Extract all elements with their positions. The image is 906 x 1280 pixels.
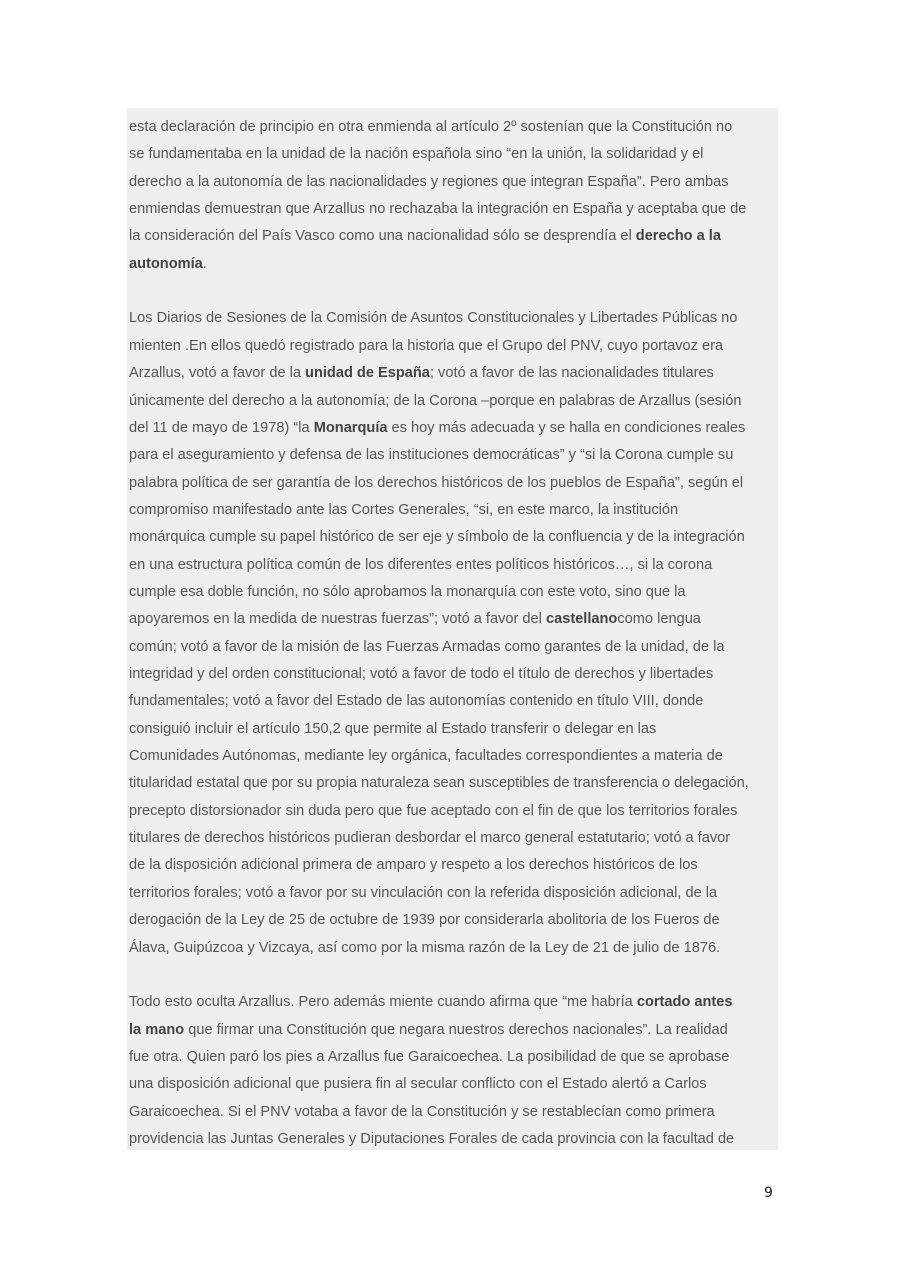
text-run: de la disposición adicional primera de amparo y respeto a los derechos históricos de los (129, 857, 698, 874)
text-line (129, 524, 789, 551)
bold-text: autonomía (129, 255, 203, 272)
blank-line (129, 278, 789, 305)
text-run: una disposición adicional que pusiera fin al secular conflicto con el Estado alertó a Carlos (129, 1076, 707, 1093)
text-line (129, 114, 789, 141)
text-run: fundamentales; votó a favor del Estado de las autonomías contenido en título VIII, donde (129, 693, 704, 710)
text-line (129, 196, 789, 223)
text-run: integridad y del orden constitucional; votó a favor de todo el título de derechos y libertades (129, 666, 714, 682)
text-line (129, 1071, 789, 1098)
bold-text: derecho a la (635, 228, 721, 245)
text-line (129, 169, 789, 196)
text-run: territorios forales; votó a favor por su vinculación con la referida disposición adicional, de la (129, 884, 718, 901)
text-run: del 11 de mayo de 1978) “la (129, 419, 314, 436)
text-run: esta declaración de principio en otra enmienda al artículo 2º sostenían que la Constitución no (129, 119, 733, 135)
text-line (129, 223, 789, 250)
text-line (129, 907, 789, 934)
bold-text: unidad de España (305, 365, 430, 382)
text-line (129, 305, 789, 332)
text-line (129, 415, 789, 442)
text-run: que firmar una Constitución que negara nuestros derechos nacionales”. La realidad (184, 1021, 728, 1038)
blank-line (129, 962, 789, 989)
text-run: palabra política de ser garantía de los derechos históricos de los pueblos de España”, según el (129, 474, 744, 491)
text-run: es hoy más adecuada y se halla en condiciones reales (387, 419, 746, 436)
text-run: apoyaremos en la medida de nuestras fuerzas”; votó a favor del (129, 611, 546, 628)
text-run: titularidad estatal que por su propia naturaleza sean susceptibles de transferencia o delegación, (129, 775, 749, 792)
text-line (129, 1099, 789, 1126)
bold-text: cortado antes (636, 994, 733, 1011)
text-line (129, 388, 789, 415)
text-run: la consideración del País Vasco como una nacionalidad sólo se desprendía el (129, 228, 636, 245)
text-run: se fundamentaba en la unidad de la nación española sino “en la unión, la solidaridad y el (129, 146, 704, 163)
text-body (127, 108, 778, 1150)
text-run: Álava, Guipúzcoa y Vizcaya, así como por la misma razón de la Ley de 21 de julio de 1876. (129, 939, 721, 956)
bold-text: la mano (129, 1021, 185, 1038)
text-line (129, 606, 789, 633)
text-run: consiguió incluir el artículo 150,2 que permite al Estado transferir o delegar en las (129, 720, 657, 737)
text-run: ; votó a favor de las nacionalidades titulares (429, 365, 714, 382)
text-line (129, 360, 789, 387)
text-run: derecho a la autonomía de las nacionalidades y regiones que integran España”. Pero ambas (129, 173, 729, 190)
page-number: 9 (764, 1185, 773, 1201)
text-run: en una estructura política común de los diferentes entes políticos históricos…, si la corona (129, 556, 713, 573)
text-line (129, 552, 789, 579)
text-line (129, 579, 789, 606)
text-line (129, 989, 789, 1016)
text-run: Garaicoechea. Si el PNV votaba a favor de la Constitución y se restablecían como primera (129, 1103, 715, 1120)
text-run: Arzallus, votó a favor de la (129, 365, 306, 382)
text-line (129, 470, 789, 497)
text-line (129, 716, 789, 743)
text-line (129, 852, 789, 879)
text-run: mienten .En ellos quedó registrado para la historia que el Grupo del PNV, cuyo portavoz era (129, 337, 724, 354)
text-line (129, 1017, 789, 1044)
text-run: compromiso manifestado ante las Cortes Generales, “si, en este marco, la institución (129, 501, 679, 518)
bold-text: Monarquía (313, 419, 388, 436)
text-run: únicamente del derecho a la autonomía; de la Corona –porque en palabras de Arzallus (sesión (129, 392, 742, 409)
text-line (129, 825, 789, 852)
text-line (129, 442, 789, 469)
text-run: cumple esa doble función, no sólo aprobamos la monarquía con este voto, sino que la (129, 583, 686, 600)
text-line (129, 880, 789, 907)
text-line (129, 251, 789, 278)
text-line (129, 770, 789, 797)
text-run: Comunidades Autónomas, mediante ley orgánica, facultades correspondientes a materia de (129, 748, 723, 765)
text-run: precepto distorsionador sin duda pero que fue aceptado con el fin de que los territorios forales (129, 802, 738, 819)
text-run: titulares de derechos históricos pudieran desbordar el marco general estatutario; votó a favor (129, 830, 731, 847)
text-run: derogación de la Ley de 25 de octubre de 1939 por considerarla abolitoria de los Fueros de (129, 912, 720, 929)
text-run: Los Diarios de Sesiones de la Comisión de Asuntos Constitucionales y Libertades Públicas no (129, 310, 738, 327)
text-line (129, 743, 789, 770)
text-line (129, 661, 789, 688)
text-line (129, 333, 789, 360)
text-line (129, 935, 789, 962)
text-run: enmiendas demuestran que Arzallus no rechazaba la integración en España y aceptaba que de (129, 201, 747, 218)
text-line (129, 497, 789, 524)
text-line (129, 1044, 789, 1071)
text-run: monárquica cumple su papel histórico de ser eje y símbolo de la confluencia y de la integración (129, 529, 745, 546)
text-run: Todo esto oculta Arzallus. Pero además miente cuando afirma que “me habría (129, 994, 637, 1011)
text-run: común; votó a favor de la misión de las Fuerzas Armadas como garantes de la unidad, de la (129, 638, 725, 655)
text-run: . (202, 255, 207, 272)
text-line (129, 634, 789, 661)
text-line (129, 688, 789, 715)
bold-text: castellano (545, 611, 618, 628)
text-run: providencia las Juntas Generales y Diputaciones Forales de cada provincia con la facultad de (129, 1130, 735, 1147)
text-line (129, 1126, 789, 1153)
text-line (129, 798, 789, 825)
text-run: para el aseguramiento y defensa de las instituciones democráticas” y “si la Corona cumple su (129, 447, 734, 464)
text-line (129, 141, 789, 168)
text-run: como lengua (617, 611, 701, 628)
text-run: fue otra. Quien paró los pies a Arzallus fue Garaicoechea. La posibilidad de que se aprobase (129, 1048, 730, 1065)
